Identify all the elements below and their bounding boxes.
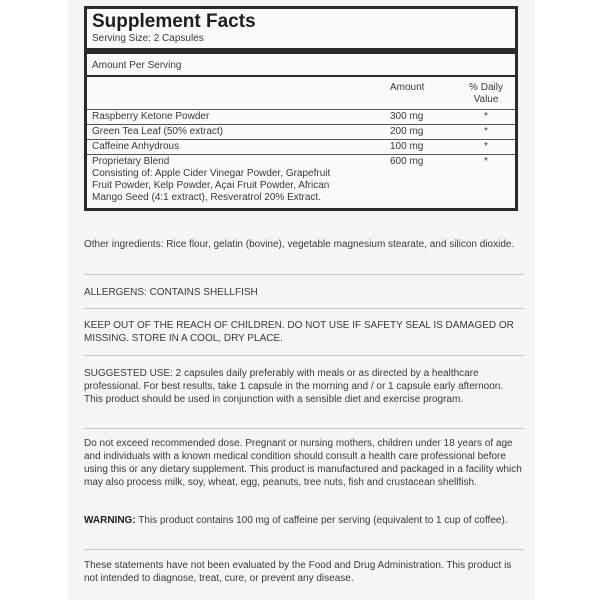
divider — [84, 355, 524, 356]
blend-detail: Consisting of: Apple Cider Vinegar Powder, Grapefruit — [92, 168, 331, 179]
serving-size: Serving Size: 2 Capsules — [92, 33, 204, 44]
table-row — [87, 155, 515, 208]
storage-statement: KEEP OUT OF THE REACH OF CHILDREN. DO NOT USE IF SAFETY SEAL IS DAMAGED OR MISSING. STORE IN A COOL, DRY PLACE. — [84, 320, 514, 344]
table-row — [87, 125, 515, 140]
fda-disclaimer: These statements have not been evaluated by the Food and Drug Administration. This product is not intended to diagnose, treat, cure, or prevent any disease. — [84, 560, 512, 584]
divider — [84, 428, 524, 429]
table-row — [87, 140, 515, 155]
divider — [84, 549, 524, 550]
blend-detail: Mango Seed (4:1 extract), Resveratrol 20% Extract. — [92, 192, 321, 203]
ingredient-dv: * — [484, 156, 488, 167]
warning-statement — [84, 514, 524, 527]
ingredient-name: Caffeine Anhydrous — [92, 141, 180, 152]
warning-text: This product contains 100 mg of caffeine per serving (equivalent to 1 cup of coffee). — [135, 515, 508, 526]
col-amount: Amount — [390, 82, 425, 93]
other-ingredients: Other ingredients: Rice flour, gelatin (bovine), vegetable magnesium stearate, and silicon dioxide. — [84, 239, 515, 250]
ingredient-dv: * — [484, 111, 488, 122]
warning-label: WARNING: — [84, 515, 136, 526]
ingredient-amount: 200 mg — [390, 126, 424, 137]
column-header — [87, 77, 515, 110]
ingredient-name: Raspberry Ketone Powder — [92, 111, 210, 122]
blend-detail: Fruit Powder, Kelp Powder, Açai Fruit Powder, African — [92, 180, 330, 191]
supplement-facts-box — [84, 6, 518, 211]
divider — [84, 274, 524, 275]
ingredient-name: Proprietary Blend — [92, 156, 170, 167]
divider — [84, 308, 524, 309]
facts-title: Supplement Facts — [92, 11, 256, 32]
ingredient-amount: 600 mg — [390, 156, 424, 167]
ingredient-amount: 100 mg — [390, 141, 424, 152]
facts-header — [87, 9, 515, 54]
allergens-statement: ALLERGENS: CONTAINS SHELLFISH — [84, 287, 258, 298]
ingredient-name: Green Tea Leaf (50% extract) — [92, 126, 223, 137]
table-row — [87, 110, 515, 125]
ingredient-dv: * — [484, 141, 488, 152]
caution-statement: Do not exceed recommended dose. Pregnant or nursing mothers, children under 18 years of age and individuals with a known medical condition should consult a health care professional before using this or any dietary supplement. This product is manufactured and packaged in a facility which may also process milk, soy, wheat, egg, peanuts, tree nuts, fish and crustacean shellfish. — [84, 438, 522, 488]
ingredient-amount: 300 mg — [390, 111, 424, 122]
suggested-use: SUGGESTED USE: 2 capsules daily preferably with meals or as directed by a healthcare professional. For best results, take 1 capsule in the morning and / or 1 capsule early afternoon. This product should be used in conjunction with a sensible diet and exercise program. — [84, 368, 504, 405]
col-daily-value: % Daily Value — [469, 82, 503, 105]
ingredient-dv: * — [484, 126, 488, 137]
amount-per-serving: Amount Per Serving — [87, 54, 515, 77]
